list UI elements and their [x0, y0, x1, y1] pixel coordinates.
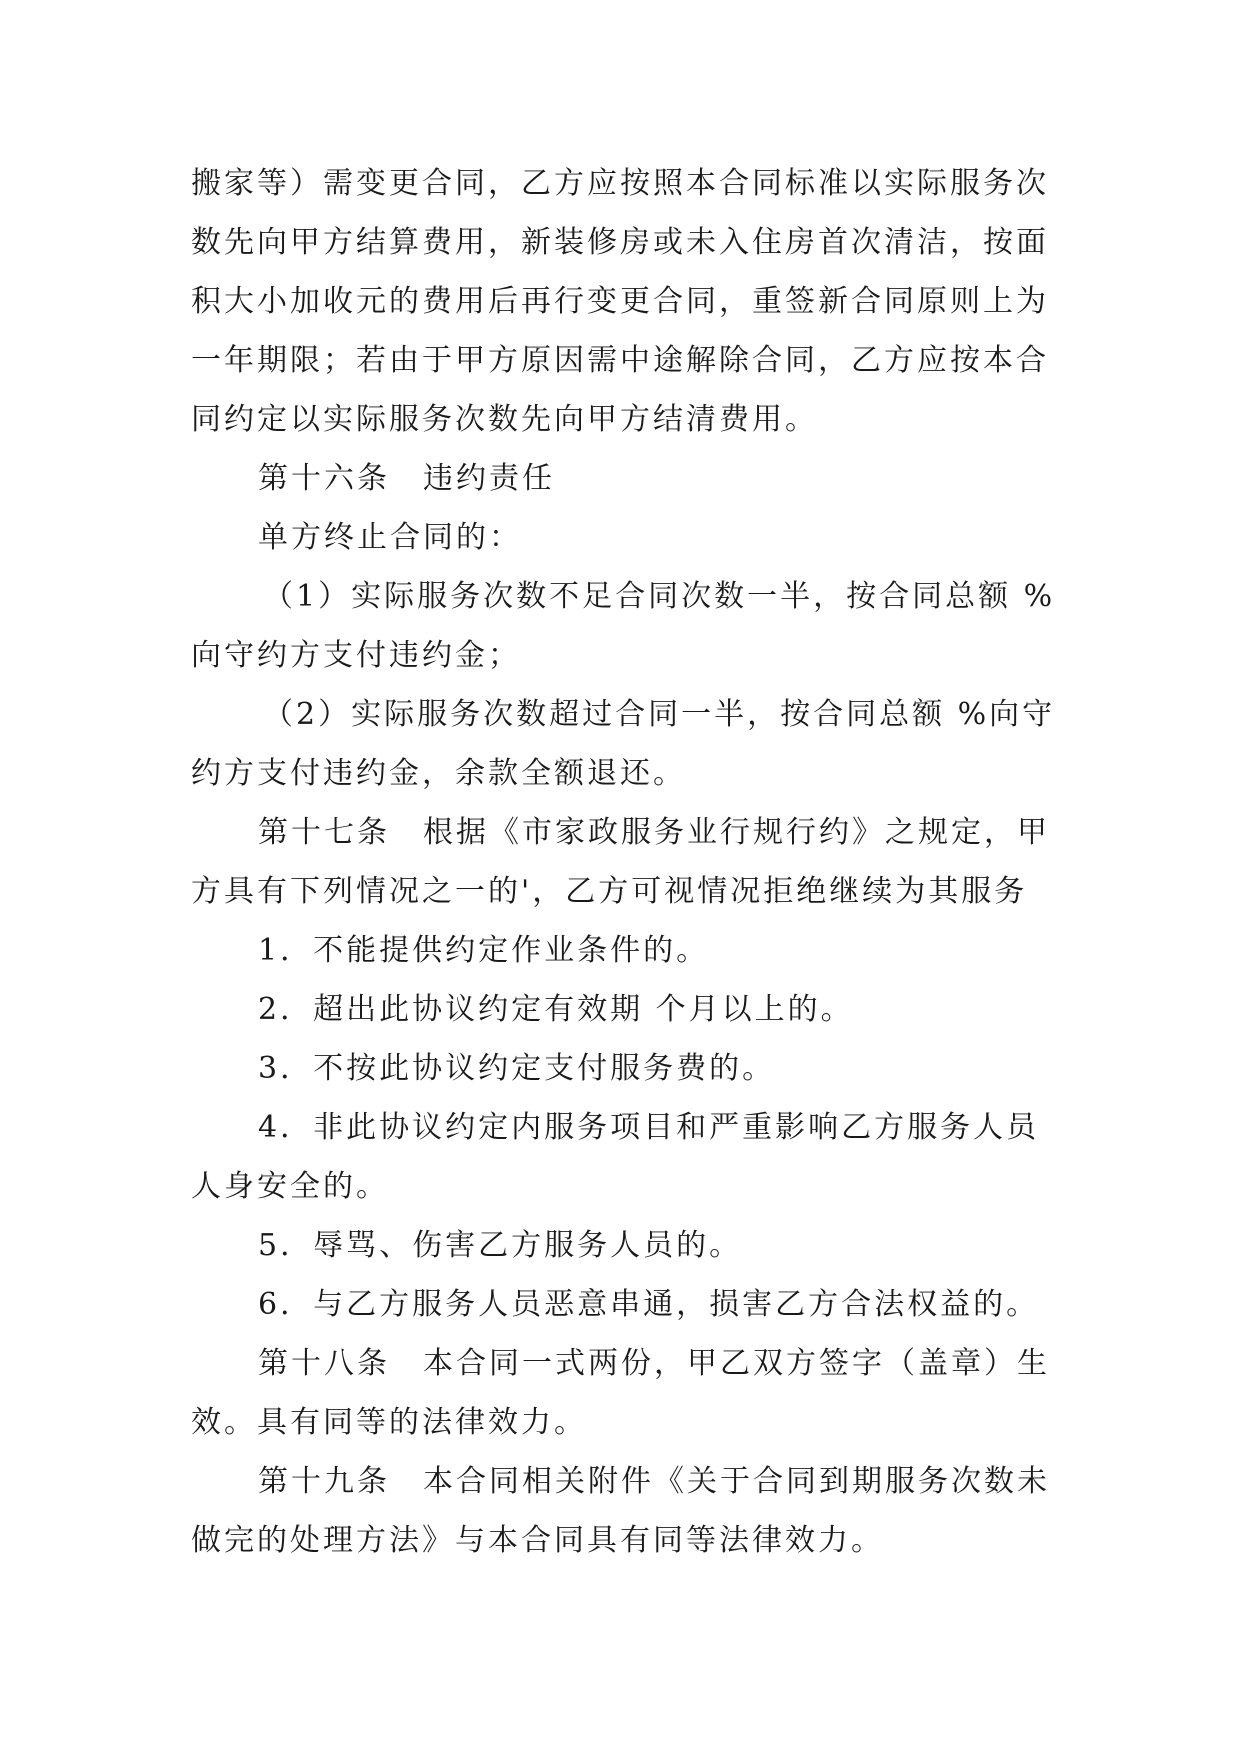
list-item: 5．辱骂、伤害乙方服务人员的。: [258, 1228, 743, 1263]
list-item: 1．不能提供约定作业条件的。: [258, 933, 710, 968]
list-item: （2）实际服务次数超过合同一半，按合同总额 %向守: [263, 697, 1056, 732]
article-16-heading: 第十六条 违约责任: [258, 461, 555, 496]
paragraph-line: 同约定以实际服务次数先向甲方结清费用。: [191, 402, 818, 437]
list-item: 6．与乙方服务人员恶意串通，损害乙方合法权益的。: [258, 1287, 1040, 1322]
paragraph-line: 积大小加收元的费用后再行变更合同，重签新合同原则上为: [191, 284, 1049, 319]
article-17-heading: 第十七条 根据《市家政服务业行规行约》之规定，甲: [258, 815, 1050, 850]
article-18-heading: 第十八条 本合同一式两份，甲乙双方签字（盖章）生: [258, 1346, 1050, 1381]
paragraph-line: 单方终止合同的：: [258, 520, 522, 555]
paragraph-line: 效。具有同等的法律效力。: [191, 1405, 587, 1440]
paragraph-line: 一年期限；若由于甲方原因需中途解除合同，乙方应按本合: [191, 343, 1049, 378]
paragraph-line: 向守约方支付违约金；: [191, 638, 521, 673]
paragraph-line: 约方支付违约金，余款全额退还。: [191, 756, 686, 791]
list-item: 3．不按此协议约定支付服务费的。: [258, 1051, 776, 1086]
paragraph-line: 做完的处理方法》与本合同具有同等法律效力。: [191, 1523, 884, 1558]
article-19-heading: 第十九条 本合同相关附件《关于合同到期服务次数未: [258, 1464, 1050, 1499]
document-body: [191, 154, 1066, 1570]
list-item: 4．非此协议约定内服务项目和严重影响乙方服务人员: [258, 1110, 1040, 1145]
list-item: （1）实际服务次数不足合同次数一半，按合同总额 %: [263, 579, 1056, 614]
paragraph-line: 数先向甲方结算费用，新装修房或未入住房首次清洁，按面: [191, 225, 1049, 260]
paragraph-line: 方具有下列情况之一的'，乙方可视情况拒绝继续为其服务: [191, 874, 1028, 909]
list-item: 2．超出此协议约定有效期 个月以上的。: [258, 992, 854, 1027]
paragraph-line: 人身安全的。: [191, 1169, 389, 1204]
paragraph-line: 搬家等）需变更合同，乙方应按照本合同标准以实际服务次: [191, 166, 1049, 201]
